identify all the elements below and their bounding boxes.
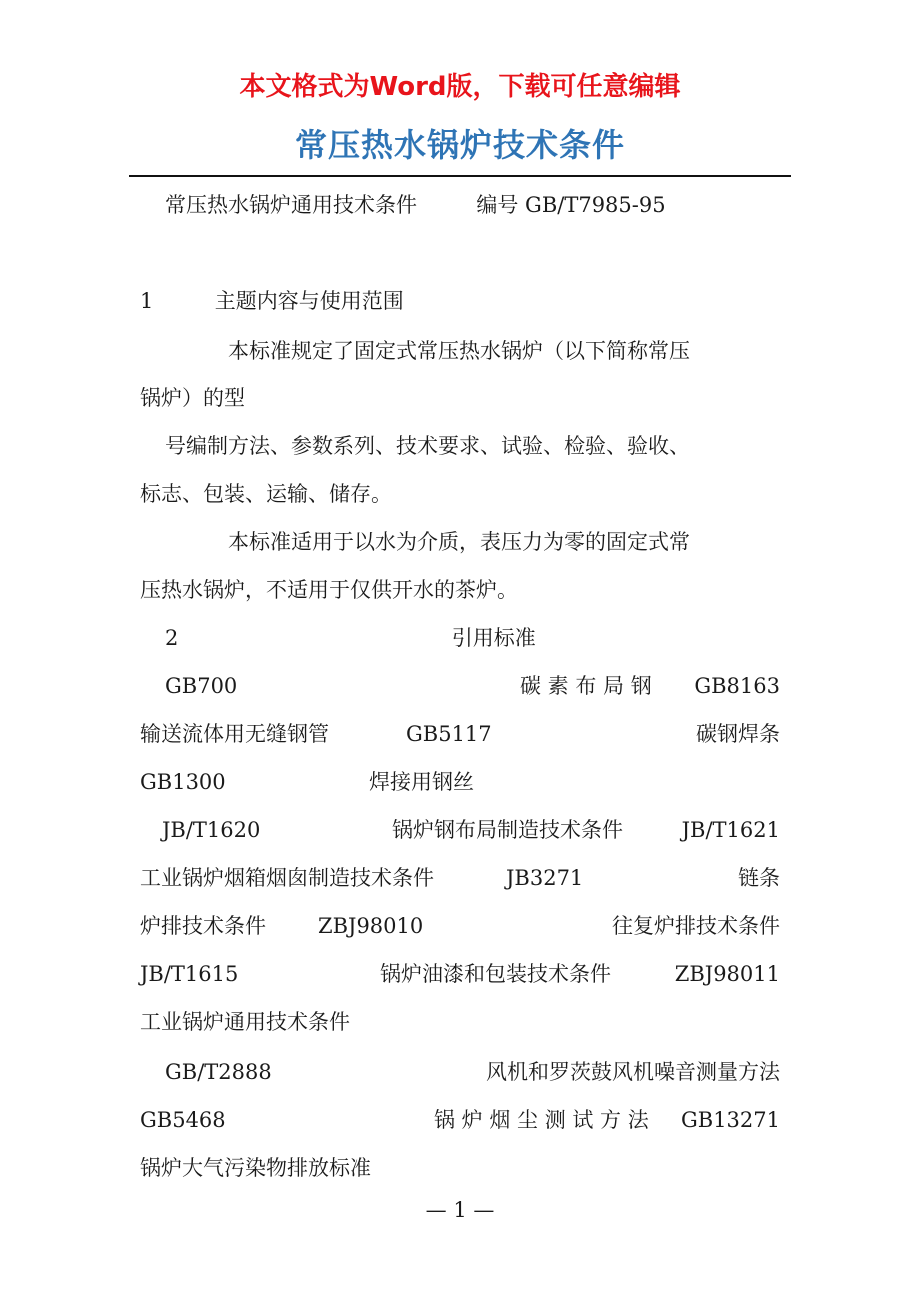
paragraph-line: 号编制方法、参数系列、技术要求、试验、检验、验收、 (165, 434, 690, 458)
reference-title: 锅 炉 烟 尘 测 试 方 法 (434, 1108, 649, 1132)
reference-code: JB/T1621 (681, 818, 780, 842)
reference-code: GB5117 (406, 722, 492, 746)
paragraph-line: 本标准适用于以水为介质，表压力为零的固定式常 (228, 530, 690, 554)
title-divider (129, 175, 791, 177)
reference-line (140, 719, 780, 749)
reference-line (165, 671, 780, 701)
standard-code: 编号 GB/T7985-95 (476, 193, 666, 217)
section-2-heading (165, 623, 805, 653)
section-number: 1 (140, 289, 154, 313)
paragraph-line: 压热水锅炉，不适用于仅供开水的茶炉。 (140, 578, 518, 602)
banner-notice: 本文格式为Word版，下载可任意编辑 (239, 72, 681, 102)
section-title: 引用标准 (451, 626, 536, 650)
paragraph-line: 锅炉）的型 (140, 386, 245, 410)
reference-line (140, 863, 780, 893)
paragraph-line: 本标准规定了固定式常压热水锅炉（以下简称常压 (228, 339, 690, 363)
reference-title: 锅炉钢布局制造技术条件 (392, 818, 623, 842)
section-1-heading (140, 286, 780, 316)
reference-code: GB/T2888 (165, 1060, 272, 1084)
document-title: 常压热水锅炉技术条件 (294, 126, 625, 164)
reference-code: JB3271 (506, 866, 584, 890)
reference-line (140, 1007, 780, 1037)
reference-line (140, 911, 780, 941)
reference-code: ZBJ98011 (674, 962, 780, 986)
reference-code: GB13271 (680, 1108, 780, 1132)
page-number: — 1 — (425, 1198, 495, 1222)
reference-title: 工业锅炉通用技术条件 (140, 1010, 350, 1034)
subtitle-line (165, 190, 805, 220)
reference-title: 风机和罗茨鼓风机噪音测量方法 (486, 1060, 780, 1084)
section-number: 2 (165, 626, 179, 650)
reference-line (140, 959, 780, 989)
section-title: 主题内容与使用范围 (214, 289, 404, 313)
reference-line (162, 815, 780, 845)
reference-title: 链条 (738, 866, 780, 890)
reference-code: JB/T1615 (140, 962, 239, 986)
standard-name: 常压热水锅炉通用技术条件 (165, 193, 417, 217)
reference-title: 碳 素 布 局 钢 (520, 674, 652, 698)
reference-title: 碳钢焊条 (696, 722, 780, 746)
reference-line (140, 1153, 780, 1183)
reference-title: 焊接用钢丝 (369, 770, 474, 794)
reference-code: GB1300 (140, 770, 226, 794)
reference-title: 工业锅炉烟箱烟囱制造技术条件 (140, 866, 434, 890)
reference-code: ZBJ98010 (318, 914, 424, 938)
reference-code: GB5468 (140, 1108, 226, 1132)
reference-title: 输送流体用无缝钢管 (140, 722, 329, 746)
reference-line (140, 767, 780, 797)
reference-line (140, 1105, 780, 1135)
reference-code: GB8163 (694, 674, 780, 698)
reference-title: 锅炉大气污染物排放标准 (140, 1156, 371, 1180)
reference-title: 炉排技术条件 (140, 914, 266, 938)
reference-title: 锅炉油漆和包装技术条件 (380, 962, 611, 986)
reference-code: GB700 (165, 674, 238, 698)
paragraph-line: 标志、包装、运输、储存。 (140, 482, 392, 506)
reference-title: 往复炉排技术条件 (612, 914, 780, 938)
reference-line (165, 1057, 780, 1087)
reference-code: JB/T1620 (162, 818, 261, 842)
